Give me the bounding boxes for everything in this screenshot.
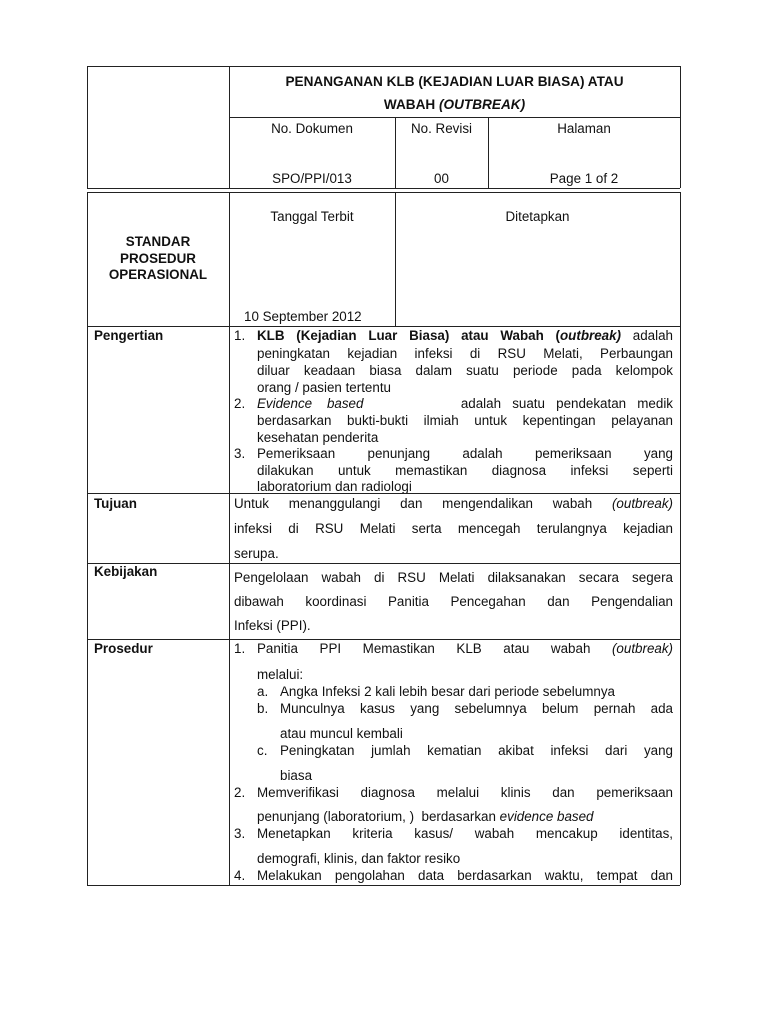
prosedur-sub-c-line1: Peningkatan jumlah kematian akibat infeksi dari yang <box>280 743 673 758</box>
tujuan-line2: infeksi di RSU Melati serta mencegah terulangnya kejadian <box>234 521 673 536</box>
prosedur-num-2: 2. <box>234 785 246 800</box>
prosedur-sub-a-text: Angka Infeksi 2 kali lebih besar dari periode sebelumnya <box>280 684 615 699</box>
kebijakan-line3: Infeksi (PPI). <box>234 618 311 633</box>
prosedur-num-4: 4. <box>234 868 246 883</box>
document-title-line1: PENANGANAN KLB (KEJADIAN LUAR BIASA) ATAU <box>285 74 624 89</box>
no-dokumen-label: No. Dokumen <box>271 121 353 136</box>
ditetapkan-label: Ditetapkan <box>505 209 570 224</box>
document-title-line2 <box>229 97 680 112</box>
prosedur-item1-line2: melalui: <box>257 667 304 682</box>
pengertian-item2-line3: kesehatan penderita <box>257 430 379 445</box>
prosedur-item2-line2 <box>257 809 673 824</box>
pengertian-item1-line4: orang / pasien tertentu <box>257 380 391 395</box>
kebijakan-label: Kebijakan <box>94 564 158 579</box>
pengertian-item3-line1: Pemeriksaan penunjang adalah pemeriksaan yang <box>257 446 673 461</box>
pengertian-item2-line2: berdasarkan bukti-bukti ilmiah untuk kepentingan pelayanan <box>257 413 673 428</box>
pengertian-item1-line1 <box>257 328 673 343</box>
prosedur-item3-line1: Menetapkan kriteria kasus/ wabah mencakup identitas, <box>257 826 673 841</box>
prosedur-item2-plain: penunjang (laboratorium, ) berdasarkan <box>257 809 500 824</box>
prosedur-item4-line1: Melakukan pengolahan data berdasarkan waktu, tempat dan <box>257 868 673 883</box>
pengertian-num-3: 3. <box>234 446 246 461</box>
prosedur-sub-c-line2: biasa <box>280 768 313 783</box>
header-right-border <box>680 66 681 188</box>
title-line2-italic: (OUTBREAK) <box>439 97 526 112</box>
tujuan-label: Tujuan <box>94 496 137 511</box>
prosedur-item1-plain: Panitia PPI Memastikan KLB atau wabah <box>257 641 612 656</box>
pengertian-item3-line3: laboratorium dan radiologi <box>257 479 412 493</box>
prosedur-label: Prosedur <box>94 641 153 656</box>
row-divider-pengertian <box>87 326 680 327</box>
prosedur-item2-line1: Memverifikasi diagnosa melalui klinis dan pemeriksaan <box>257 785 673 800</box>
no-revisi-label: No. Revisi <box>410 121 473 136</box>
header-title-divider <box>229 117 680 118</box>
halaman-label: Halaman <box>557 121 611 136</box>
kebijakan-line2: dibawah koordinasi Panitia Pencegahan dan Pengendalian <box>234 594 673 609</box>
header-bottom-border <box>87 188 680 189</box>
pengertian-num-1: 1. <box>234 328 246 343</box>
prosedur-sub-b-num: b. <box>257 701 269 716</box>
pengertian-item1-line3: diluar keadaan biasa dalam suatu periode pada kelompok <box>257 363 673 378</box>
prosedur-sub-b-line1: Munculnya kasus yang sebelumnya belum pernah ada <box>280 701 673 716</box>
spo-title <box>87 234 229 284</box>
tujuan-line3: serupa. <box>234 546 279 561</box>
title-line2-plain: WABAH <box>383 97 440 112</box>
prosedur-num-3: 3. <box>234 826 246 841</box>
tanggal-terbit-value: 10 September 2012 <box>244 309 362 324</box>
row-divider-prosedur <box>87 639 680 640</box>
row-divider-kebijakan <box>87 563 680 564</box>
pengertian-num-2: 2. <box>234 396 246 411</box>
pengertian-item3-line2: dilakukan untuk memastikan diagnosa infeksi seperti <box>257 463 673 478</box>
tujuan-line1-plain: Untuk menanggulangi dan mengendalikan wabah <box>234 496 612 511</box>
main-right-border <box>680 192 681 885</box>
header-left-border <box>87 66 88 188</box>
tanggal-terbit-label: Tanggal Terbit <box>270 209 354 224</box>
spo-title-line1: STANDAR <box>125 234 191 249</box>
prosedur-sub-a-num: a. <box>257 684 269 699</box>
pengertian-item1-line2: peningkatan kejadian infeksi di RSU Melati, Perbaungan <box>257 346 673 361</box>
pengertian-label: Pengertian <box>94 328 164 343</box>
spo-title-line2: PROSEDUR <box>120 250 196 266</box>
no-revisi-value: 00 <box>434 171 449 186</box>
prosedur-sub-c-num: c. <box>257 743 268 758</box>
halaman-value: Page 1 of 2 <box>549 171 619 186</box>
tujuan-line1 <box>234 496 673 511</box>
spo-title-line3: OPERASIONAL <box>108 267 208 282</box>
prosedur-item1-outbreak: (outbreak) <box>611 641 673 656</box>
row-divider-tujuan <box>87 493 680 494</box>
prosedur-sub-b-line2: atau muncul kembali <box>280 726 403 741</box>
main-left-border <box>87 192 88 885</box>
klb-term: KLB (Kejadian Luar Biasa) atau Wabah ( <box>257 328 560 343</box>
header-top-border <box>87 66 680 67</box>
no-dokumen-value: SPO/PPI/013 <box>272 171 352 186</box>
main-label-divider <box>229 192 230 885</box>
prosedur-item2-evidence: evidence based <box>499 809 594 824</box>
prosedur-num-1: 1. <box>234 641 246 656</box>
pengertian-item2-rest: adalah suatu pendekatan medik <box>460 396 673 411</box>
kebijakan-line1: Pengelolaan wabah di RSU Melati dilaksanakan secara segera <box>234 570 673 585</box>
pengertian-item1-rest: adalah <box>621 328 673 343</box>
prosedur-item3-line2: demografi, klinis, dan faktor resiko <box>257 851 461 866</box>
main-bottom-border <box>87 885 680 886</box>
prosedur-item1-line1 <box>257 641 673 656</box>
tujuan-outbreak: (outbreak) <box>611 496 673 511</box>
outbreak-term: outbreak) <box>560 328 622 343</box>
evidence-based-term: Evidence based <box>257 396 364 411</box>
pengertian-item2-line1 <box>257 396 673 411</box>
main-top-border <box>87 192 680 193</box>
